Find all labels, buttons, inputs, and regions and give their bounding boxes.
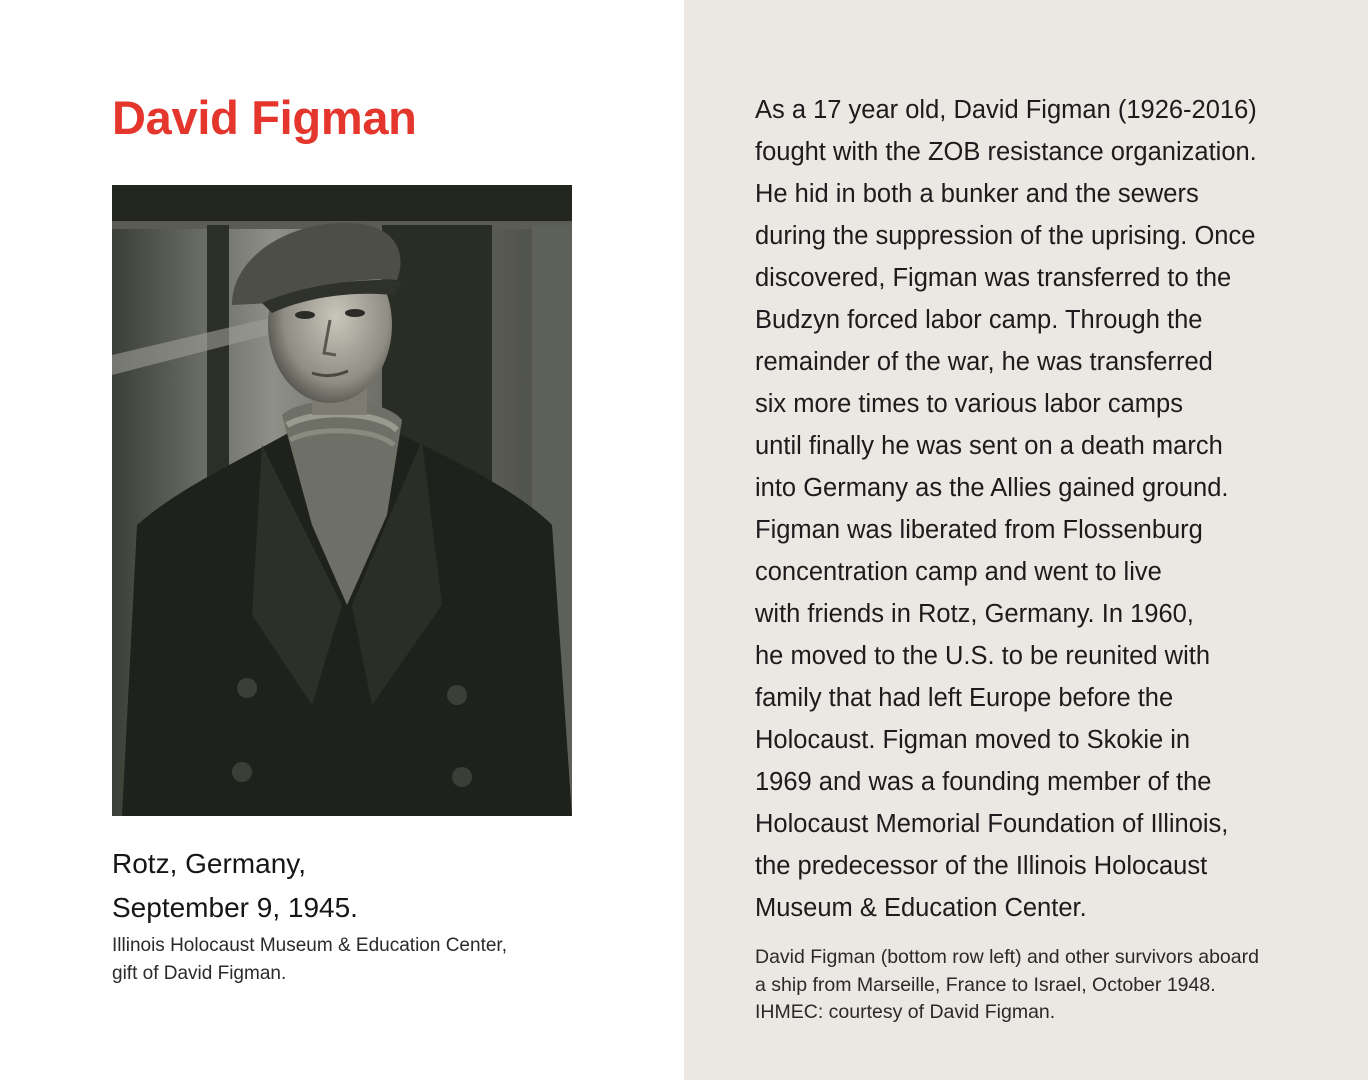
portrait-illustration [112,185,572,816]
bio-line: Museum & Education Center. [755,894,1087,922]
bio-line: 1969 and was a founding member of the [755,768,1212,796]
biography-text [755,89,1335,929]
bio-line: six more times to various labor camps [755,390,1183,418]
caption-line: Rotz, Germany, [112,848,306,879]
credit-line: a ship from Marseille, France to Israel, October 1948. [755,973,1216,996]
bio-line: the predecessor of the Illinois Holocaust [755,852,1208,880]
portrait-photo [112,185,572,816]
bio-line: until finally he was sent on a death march [755,432,1223,460]
bio-line: during the suppression of the uprising. Once [755,222,1256,250]
bio-line: Figman was liberated from Flossenburg [755,516,1203,544]
credit-line: IHMEC: courtesy of David Figman. [755,1001,1056,1023]
bio-line: into Germany as the Allies gained ground. [755,474,1229,502]
caption-line: September 9, 1945. [112,892,358,923]
bio-line: Holocaust. Figman moved to Skokie in [755,726,1191,754]
bio-line: with friends in Rotz, Germany. In 1960, [755,600,1194,628]
page-title: David Figman [112,91,417,144]
bio-line: Budzyn forced labor camp. Through the [755,306,1203,334]
bio-line: As a 17 year old, David Figman (1926-2016) [755,96,1257,124]
photo-credit-right [755,944,1335,1027]
bio-line: He hid in both a bunker and the sewers [755,180,1199,208]
bio-line: fought with the ZOB resistance organization. [755,138,1257,166]
bio-line: family that had left Europe before the [755,684,1174,712]
bio-line: concentration camp and went to live [755,558,1162,586]
bio-line: discovered, Figman was transferred to the [755,264,1232,292]
photo-caption [112,842,632,930]
bio-line: he moved to the U.S. to be reunited with [755,642,1211,670]
bio-line: remainder of the war, he was transferred [755,348,1213,376]
credit-line: David Figman (bottom row left) and other survivors aboard [755,946,1259,968]
photo-credit-left [112,932,612,988]
credit-line: gift of David Figman. [112,963,287,984]
credit-line: Illinois Holocaust Museum & Education Center, [112,935,507,956]
bio-line: Holocaust Memorial Foundation of Illinois, [755,810,1229,838]
